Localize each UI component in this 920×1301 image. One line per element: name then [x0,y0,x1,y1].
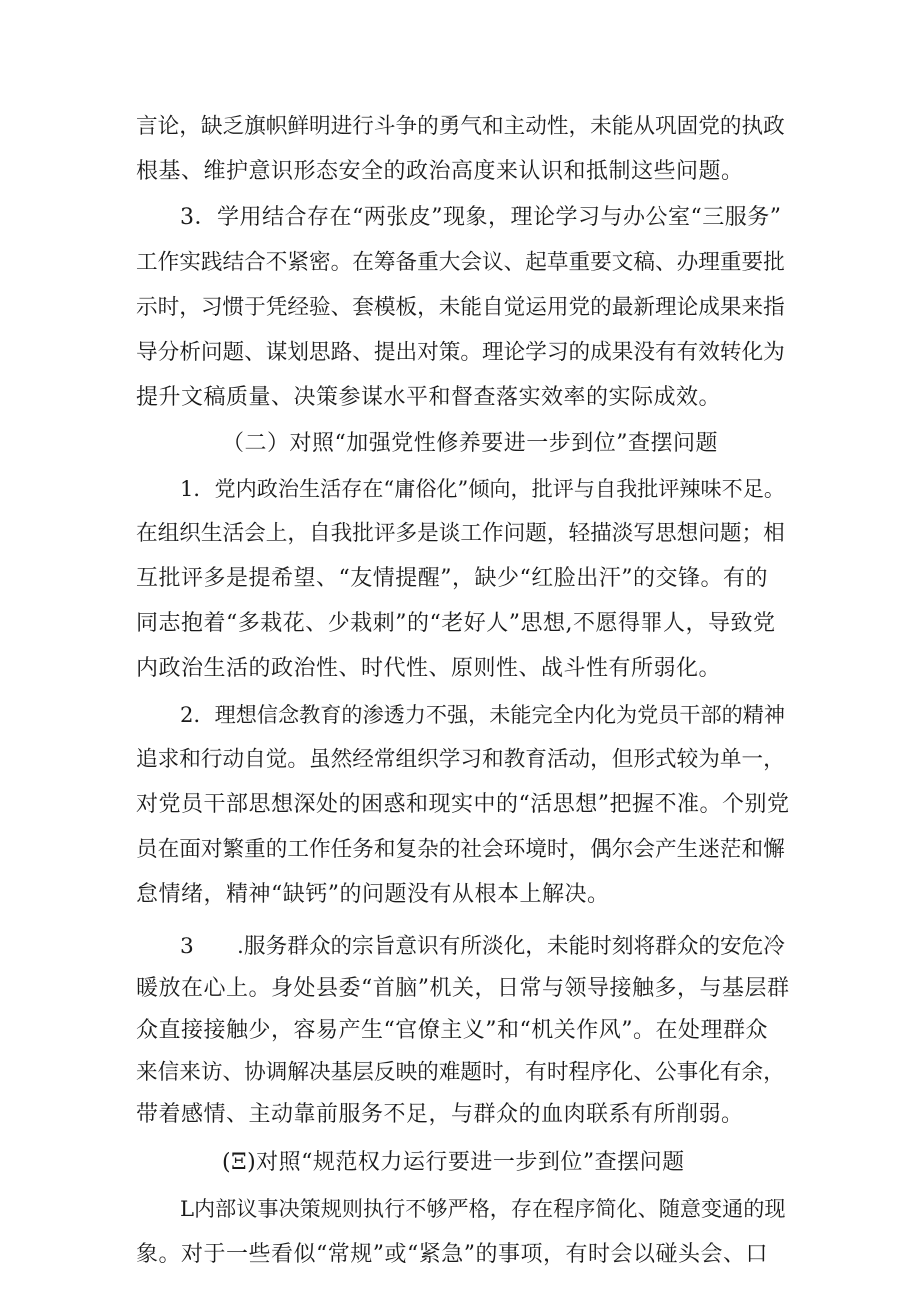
body-line: 工作实践结合不紧密。在筹备重大会议、起草重要文稿、办理重要批 [136,250,785,275]
body-line: 怠情绪，精神“缺钙”的问题没有从根本上解决。 [136,882,610,907]
body-line: 象。对于一些看似“常规”或“紧急”的事项，有时会以碰头会、口 [136,1242,768,1267]
body-line: 同志抱着“多栽花、少栽刺”的“老好人”思想,不愿得罪人，导致党 [136,611,776,636]
paragraph-first-line: 3．学用结合存在“两张皮”现象，理论学习与办公室“三服务” [180,205,782,230]
body-line: 带着感情、主动靠前服务不足，与群众的血肉联系有所削弱。 [136,1102,744,1127]
body-line: 众直接接触少，容易产生“官僚主义”和“机关作风”。在处理群众 [136,1018,768,1043]
paragraph-first-line: 3 .服务群众的宗旨意识有所淡化，未能时刻将群众的安危冷 [180,934,785,959]
body-line: 内政治生活的政治性、时代性、原则性、战斗性有所弱化。 [136,656,722,681]
body-line: 暖放在心上。身处县委“首脑”机关，日常与领导接触多，与基层群 [136,976,790,1001]
body-line: 示时，习惯于凭经验、套模板，未能自觉运用党的最新理论成果来指 [136,295,785,320]
body-line: 言论，缺乏旗帜鲜明进行斗争的勇气和主动性，未能从巩固党的执政 [136,114,785,139]
body-line: 追求和行动自觉。虽然经常组织学习和教育活动，但形式较为单一， [136,747,785,772]
body-line: 员在面对繁重的工作任务和复杂的社会环境时，偶尔会产生迷茫和懈 [136,837,785,862]
body-line: 来信来访、协调解决基层反映的难题时，有时程序化、公事化有余， [136,1060,785,1085]
body-line: 对党员干部思想深处的困惑和现实中的“活思想”把握不准。个别党 [136,792,790,817]
body-line: 在组织生活会上，自我批评多是谈工作问题，轻描淡写思想问题；相 [136,521,785,546]
body-line: 根基、维护意识形态安全的政治高度来认识和抵制这些问题。 [136,159,744,184]
section-heading: (Ξ)对照“规范权力运行要进一步到位”查摆问题 [222,1150,685,1175]
section-heading: （二）对照“加强党性修养要进一步到位”查摆问题 [222,431,718,456]
body-line: 互批评多是提希望、“友情提醒”，缺少“红脸出汗”的交锋。有的 [136,566,768,591]
body-line: 提升文稿质量、决策参谋水平和督查落实效率的实际成效。 [136,385,722,410]
paragraph-first-line: 2．理想信念教育的渗透力不强，未能完全内化为党员干部的精神 [180,702,785,727]
body-line: 导分析问题、谋划思路、提出对策。理论学习的成果没有有效转化为 [136,340,785,365]
paragraph-first-line: 1．党内政治生活存在“庸俗化”倾向，批评与自我批评辣味不足。 [180,476,785,501]
paragraph-first-line: L内部议事决策规则执行不够严格，存在程序简化、随意变通的现 [180,1196,786,1221]
